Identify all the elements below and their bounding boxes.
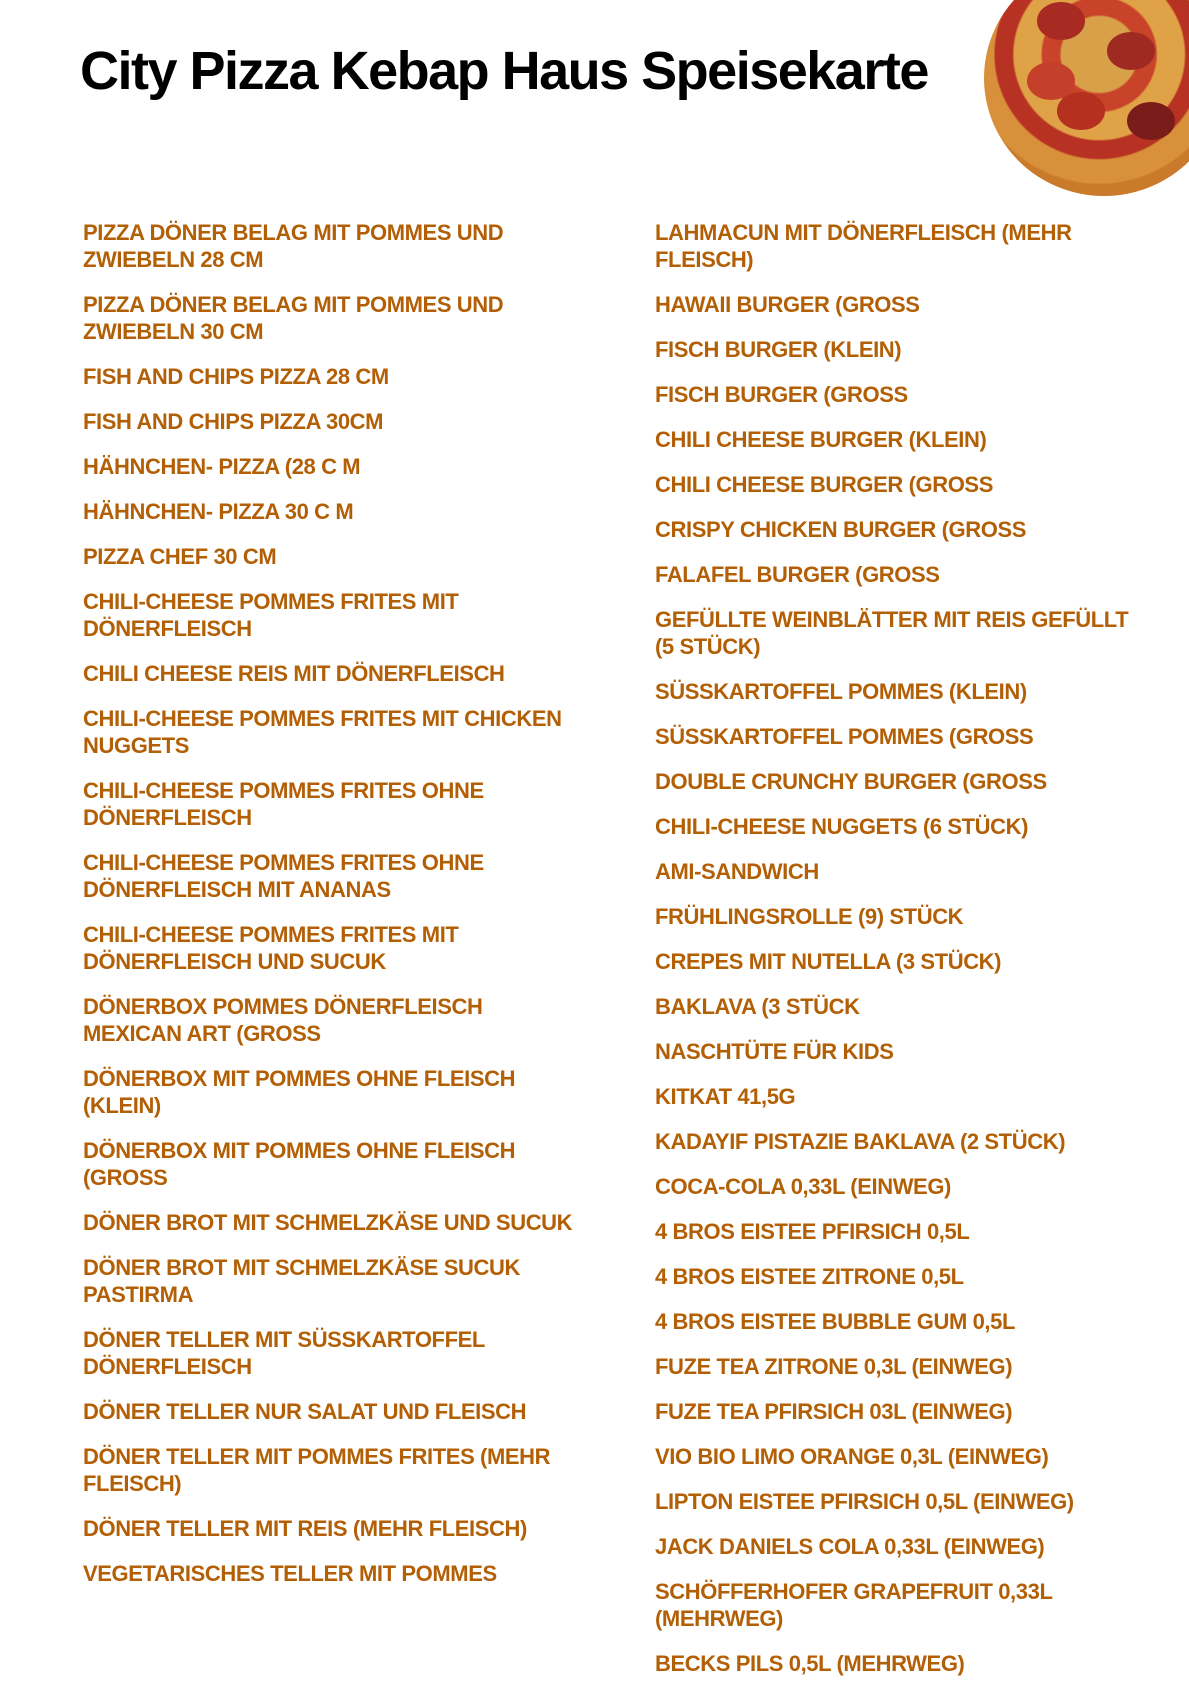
menu-item: FISCH BURGER (GROSS [655,382,908,407]
menu-item: LIPTON EISTEE PFIRSICH 0,5L (EINWEG) [655,1489,1074,1514]
menu-item: 4 BROS EISTEE PFIRSICH 0,5L [655,1219,970,1244]
menu-item: PIZZA DÖNER BELAG MIT POMMES UND ZWIEBELN 28 CM [83,220,504,272]
menu-item: HAWAII BURGER (GROSS [655,292,920,317]
menu-item: 4 BROS EISTEE ZITRONE 0,5L [655,1264,964,1289]
menu-item: BECKS PILS 0,5L (MEHRWEG) [655,1651,965,1676]
menu-item: CHILI-CHEESE NUGGETS (6 STÜCK) [655,814,1029,839]
menu-item: CHILI CHEESE BURGER (KLEIN) [655,427,987,452]
menu-item: LAHMACUN MIT DÖNERFLEISCH (MEHR FLEISCH) [655,220,1072,272]
menu-item: DÖNER BROT MIT SCHMELZKÄSE UND SUCUK [83,1210,573,1235]
menu-item: FUZE TEA ZITRONE 0,3L (EINWEG) [655,1354,1013,1379]
menu-item: FUZE TEA PFIRSICH 03L (EINWEG) [655,1399,1013,1424]
menu-item: CHILI CHEESE REIS MIT DÖNERFLEISCH [83,661,505,686]
menu-item: FRÜHLINGSROLLE (9) STÜCK [655,904,964,929]
menu-item: NASCHTÜTE FÜR KIDS [655,1039,894,1064]
menu-item: SÜSSKARTOFFEL POMMES (GROSS [655,724,1034,749]
menu-item: 4 BROS EISTEE BUBBLE GUM 0,5L [655,1309,1016,1334]
menu-item: DÖNERBOX POMMES DÖNERFLEISCH MEXICAN ART (GROSS [83,994,483,1046]
menu-item: DÖNER TELLER MIT SÜSSKARTOFFEL DÖNERFLEISCH [83,1327,485,1379]
menu-item: CHILI-CHEESE POMMES FRITES OHNE DÖNERFLEISCH [83,778,484,830]
menu-item: DOUBLE CRUNCHY BURGER (GROSS [655,769,1047,794]
menu-item: JACK DANIELS COLA 0,33L (EINWEG) [655,1534,1045,1559]
menu-item: DÖNERBOX MIT POMMES OHNE FLEISCH (GROSS [83,1138,516,1190]
menu-item: CHILI-CHEESE POMMES FRITES MIT CHICKEN NUGGETS [83,706,562,758]
menu-item: VEGETARISCHES TELLER MIT POMMES [83,1561,497,1586]
menu-item: HÄHNCHEN- PIZZA (28 C M [83,454,361,479]
menu-item: PIZZA DÖNER BELAG MIT POMMES UND ZWIEBELN 30 CM [83,292,504,344]
menu-item: BAKLAVA (3 STÜCK [655,994,860,1019]
menu-item: CHILI CHEESE BURGER (GROSS [655,472,993,497]
menu-item: CHILI-CHEESE POMMES FRITES MIT DÖNERFLEISCH [83,589,459,641]
menu-item: CRISPY CHICKEN BURGER (GROSS [655,517,1026,542]
menu-item: FALAFEL BURGER (GROSS [655,562,940,587]
menu-item: KITKAT 41,5G [655,1084,796,1109]
page-title: City Pizza Kebap Haus Speisekarte [80,41,928,101]
menu-item: FISH AND CHIPS PIZZA 28 CM [83,364,389,389]
menu-item: DÖNER BROT MIT SCHMELZKÄSE SUCUK PASTIRMA [83,1255,520,1307]
menu-column-left [83,219,573,1605]
menu-item: COCA-COLA 0,33L (EINWEG) [655,1174,951,1199]
menu-item: GEFÜLLTE WEINBLÄTTER MIT REIS GEFÜLLT (5 STÜCK) [655,607,1129,659]
menu-item: FISCH BURGER (KLEIN) [655,337,902,362]
menu-item: HÄHNCHEN- PIZZA 30 C M [83,499,354,524]
menu-column-right [655,219,1135,1695]
menu-item: DÖNER TELLER MIT POMMES FRITES (MEHR FLEISCH) [83,1444,551,1496]
menu-item: CHILI-CHEESE POMMES FRITES MIT DÖNERFLEISCH UND SUCUK [83,922,459,974]
menu-item: PIZZA CHEF 30 CM [83,544,277,569]
menu-item: VIO BIO LIMO ORANGE 0,3L (EINWEG) [655,1444,1049,1469]
menu-item: SCHÖFFERHOFER GRAPEFRUIT 0,33L (MEHRWEG) [655,1579,1053,1631]
menu-item: FISH AND CHIPS PIZZA 30CM [83,409,384,434]
menu-item: SÜSSKARTOFFEL POMMES (KLEIN) [655,679,1027,704]
menu-item: CREPES MIT NUTELLA (3 STÜCK) [655,949,1002,974]
menu-item: CHILI-CHEESE POMMES FRITES OHNE DÖNERFLEISCH MIT ANANAS [83,850,484,902]
pizza-photo [984,0,1189,196]
menu-item: DÖNER TELLER NUR SALAT UND FLEISCH [83,1399,527,1424]
menu-item: KADAYIF PISTAZIE BAKLAVA (2 STÜCK) [655,1129,1066,1154]
menu-item: DÖNERBOX MIT POMMES OHNE FLEISCH (KLEIN) [83,1066,516,1118]
menu-item: AMI-SANDWICH [655,859,819,884]
menu-item: DÖNER TELLER MIT REIS (MEHR FLEISCH) [83,1516,527,1541]
